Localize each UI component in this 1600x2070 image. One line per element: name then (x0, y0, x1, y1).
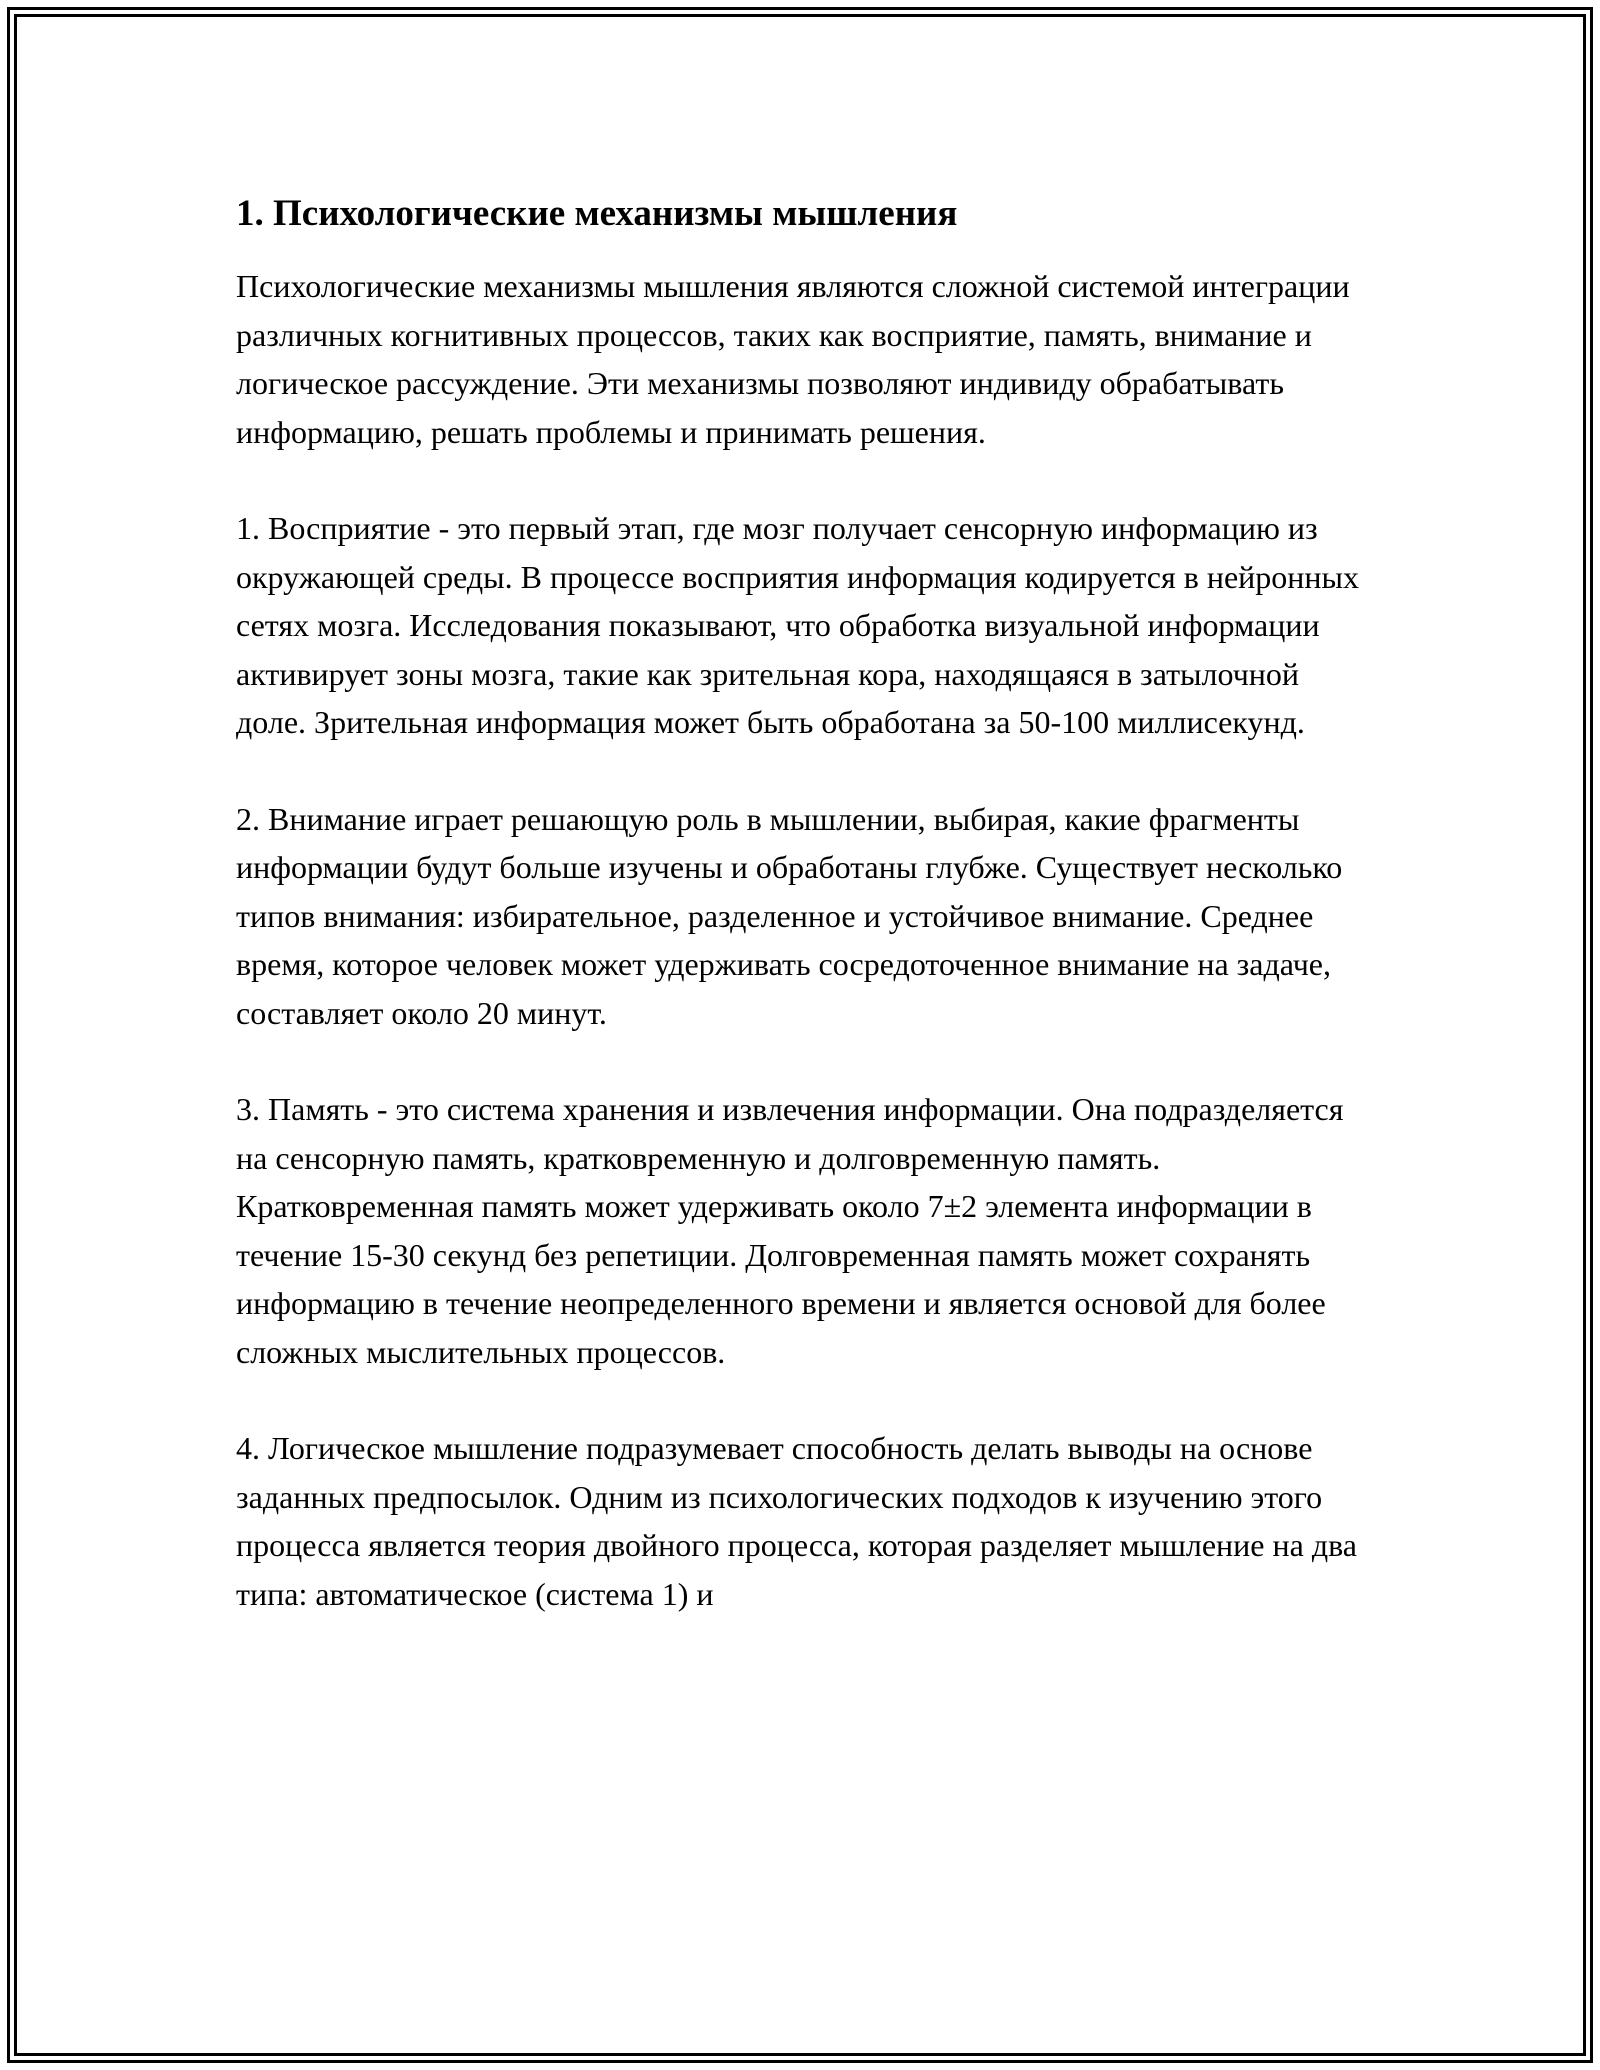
section-heading: 1. Психологические механизмы мышления (236, 193, 958, 234)
document-body (236, 190, 1376, 1666)
perception-paragraph: 1. Восприятие - это первый этап, где мозг получает сенсорную информацию из окружающей среды. В процессе восприятия информация кодируется в нейронных сетях мозга. Исследования показывают, что обработка визуальной информации активирует зоны мозга, такие как зрительная кора, находящаяся в затылочной доле. Зрительная информация может быть обработана за 50-100 миллисекунд. (236, 510, 1360, 740)
logical-thinking-paragraph: 4. Логическое мышление подразумевает способность делать выводы на основе заданных предпосылок. Одним из психологических подходов к изучению этого процесса является теория двойного процесса, которая разделяет мышление на два типа: автоматическое (система 1) и (236, 1430, 1357, 1612)
attention-paragraph: 2. Внимание играет решающую роль в мышлении, выбирая, какие фрагменты информации будут больше изучены и обработаны глубже. Существует несколько типов внимания: избирательное, разделенное и устойчивое внимание. Среднее время, которое человек может удерживать сосредоточенное внимание на задаче, составляет около 20 минут. (236, 800, 1343, 1031)
intro-paragraph: Психологические механизмы мышления являются сложной системой интеграции различных когнитивных процессов, таких как восприятие, память, внимание и логическое рассуждение. Эти механизмы позволяют индивиду обрабатывать информацию, решать проблемы и принимать решения. (236, 268, 1350, 450)
memory-paragraph: 3. Память - это система хранения и извлечения информации. Она подразделяется на сенсорную память, кратковременную и долговременную память. Кратковременная память может удерживать около 7±2 элемента информации в течение 15-30 секунд без репетиции. Долговременная память может сохранять информацию в течение неопределенного времени и является основой для более сложных мыслительных процессов. (236, 1091, 1344, 1370)
